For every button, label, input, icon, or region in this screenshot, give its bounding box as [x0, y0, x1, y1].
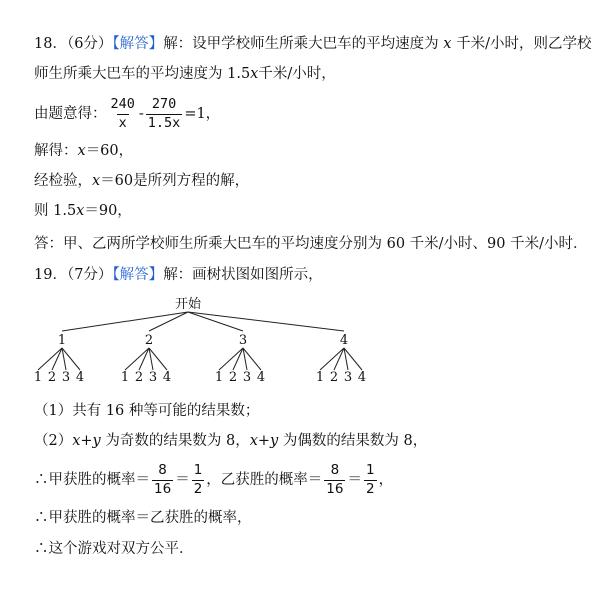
q18-score: （6分） — [66, 36, 113, 52]
q18-solve: 解得：x＝60， — [34, 143, 134, 159]
tree-branch-3-1 — [219, 348, 243, 370]
tree-labels — [34, 333, 366, 385]
tree-branch-2-4 — [149, 348, 167, 370]
tree-node-3: 3 — [238, 333, 248, 348]
tree-branch-2-1 — [125, 348, 149, 370]
q19-line1: 19．（7分）【解答】解：画树状图如图所示， — [34, 267, 323, 283]
tree-branch-1-1 — [38, 348, 62, 370]
fraction-1-2-b: $\frac{1}{2}$ — [365, 462, 375, 497]
q19-conclusion2: ∴这个游戏对双方公平． — [34, 541, 194, 557]
fraction-240-x: $\frac{240}{x}$ — [110, 96, 135, 131]
fraction-8-16-a: $\frac{8}{16}$ — [154, 462, 172, 497]
tree-branch-4-2 — [334, 348, 344, 370]
q19-number: 19 — [34, 267, 53, 283]
q18-check: 经检验，x＝60是所列方程的解， — [34, 173, 250, 189]
tree-leaf-3-3: 3 — [242, 370, 252, 385]
tree-leaf-1-3: 3 — [61, 370, 71, 385]
q18-equation: 由题意得： $\frac{240}{x}$ - $\frac{270}{1.5x}$ =1， — [34, 96, 221, 131]
tree-branch-4-3 — [344, 348, 348, 370]
tree-branch-3-4 — [243, 348, 261, 370]
q19-part2: （2）x+y 为奇数的结果数为 8，x+y 为偶数的结果数为 8， — [34, 433, 428, 449]
q18-line2: 师生所乘大巴车的平均速度为 1.5x千米/小时， — [34, 66, 336, 82]
q18-line1: 18．（6分）【解答】解：设甲学校师生所乘大巴车的平均速度为 x 千米/小时，则乙学校 — [34, 36, 592, 52]
tree-branch-root-4 — [188, 312, 344, 331]
fraction-270-1.5x: $\frac{270}{1.5x}$ — [147, 96, 181, 131]
tree-leaf-2-3: 3 — [148, 370, 158, 385]
tree-node-2: 2 — [144, 333, 154, 348]
q19-answer-tag: 【解答】 — [112, 267, 164, 283]
tree-lines — [38, 312, 362, 370]
q18-answer-tag: 【解答】 — [112, 36, 164, 52]
tree-leaf-1-2: 2 — [47, 370, 57, 385]
tree-leaf-3-2: 2 — [228, 370, 238, 385]
tree-branch-4-4 — [344, 348, 362, 370]
tree-leaf-1-1: 1 — [33, 370, 43, 385]
tree-branch-4-1 — [320, 348, 344, 370]
tree-leaf-2-2: 2 — [134, 370, 144, 385]
tree-node-4: 4 — [339, 333, 349, 348]
q19-part1: （1）共有 16 种等可能的结果数； — [34, 403, 260, 419]
tree-branch-1-2 — [52, 348, 62, 370]
tree-branch-3-3 — [243, 348, 247, 370]
tree-leaf-4-3: 3 — [343, 370, 353, 385]
tree-leaf-3-4: 4 — [256, 370, 266, 385]
q19-probabilities: ∴甲获胜的概率＝ $\frac{8}{16}$ ＝ $\frac{1}{2}$ ，乙获胜的概率＝ $\frac{8}{16}$ ＝ $\frac{1}{2}$ ， — [34, 462, 394, 497]
tree-leaf-4-2: 2 — [329, 370, 339, 385]
fraction-1-2-a: $\frac{1}{2}$ — [193, 462, 203, 497]
tree-leaf-4-1: 1 — [315, 370, 325, 385]
tree-leaf-3-1: 1 — [214, 370, 224, 385]
tree-branch-2-2 — [139, 348, 149, 370]
tree-root-label: 开始 — [174, 297, 202, 312]
tree-branch-2-3 — [149, 348, 153, 370]
tree-leaf-1-4: 4 — [75, 370, 85, 385]
tree-node-1: 1 — [57, 333, 67, 348]
q18-number: 18 — [34, 36, 53, 52]
tree-branch-1-3 — [62, 348, 66, 370]
q18-answer: 答：甲、乙两所学校师生所乘大巴车的平均速度分别为 60 千米/小时、90 千米/小时． — [34, 236, 588, 252]
tree-leaf-2-1: 1 — [120, 370, 130, 385]
tree-leaf-4-4: 4 — [357, 370, 367, 385]
q19-score: （7分） — [66, 267, 113, 283]
tree-leaf-2-4: 4 — [162, 370, 172, 385]
fraction-8-16-b: $\frac{8}{16}$ — [326, 462, 344, 497]
tree-branch-1-4 — [62, 348, 80, 370]
q19-conclusion1: ∴甲获胜的概率＝乙获胜的概率， — [34, 510, 252, 526]
tree-branch-3-2 — [233, 348, 243, 370]
q18-then: 则 1.5x＝90， — [34, 203, 132, 219]
